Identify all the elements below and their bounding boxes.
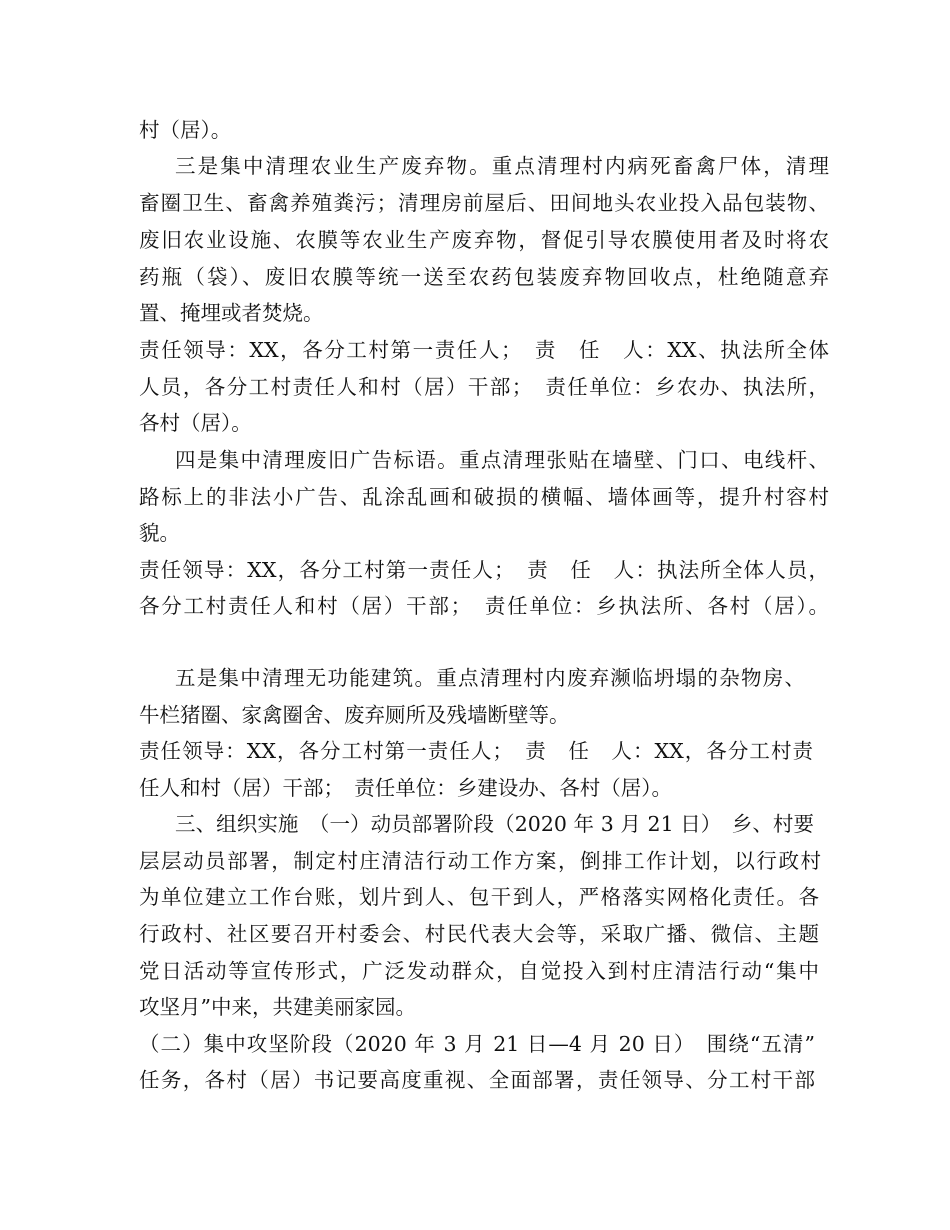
- text-line: 牛栏猪圈、家禽圈舍、废弃厕所及残墙断壁等。: [139, 703, 570, 727]
- text-line: 路标上的非法小广告、乱涂乱画和破损的横幅、墙体画等，提升村容村: [139, 485, 829, 509]
- subsection-heading-line: （二）集中攻坚阶段（2020 年 3 月 21 日—4 月 20 日） 围绕“五清”: [139, 1032, 815, 1056]
- responsibility-line: 任人和村（居）干部； 责任单位：乡建设办、各村（居）。: [139, 776, 672, 800]
- text-line: 貌。: [139, 521, 180, 545]
- text-line: 畜圈卫生、畜禽养殖粪污；清理房前屋后、田间地头农业投入品包装物、: [139, 191, 829, 215]
- text-line: 攻坚月”中来，共建美丽家园。: [139, 995, 416, 1019]
- text-line: 党日活动等宣传形式，广泛发动群众，自觉投入到村庄清洁行动“集中: [139, 959, 819, 983]
- text-line: 行政村、社区要召开村委会、村民代表大会等，采取广播、微信、主题: [139, 922, 819, 946]
- responsibility-line: 责任领导：XX，各分工村第一责任人； 责 任 人：XX、执法所全体: [139, 338, 829, 362]
- responsibility-line: 责任领导：XX，各分工村第一责任人； 责 任 人：执法所全体人员，: [139, 558, 829, 582]
- paragraph-line: 五是集中清理无功能建筑。重点清理村内废弃濒临坍塌的杂物房、: [175, 666, 805, 690]
- text-line: 废旧农业设施、农膜等农业生产废弃物，督促引导农膜使用者及时将农: [139, 228, 829, 252]
- text-line: 任务，各村（居）书记要高度重视、全面部署，责任领导、分工村干部: [139, 1068, 815, 1092]
- responsibility-line: 各村（居）。: [139, 411, 252, 435]
- paragraph-line: 四是集中清理废旧广告标语。重点清理张贴在墙壁、门口、电线杆、: [175, 448, 829, 472]
- responsibility-line: 责任领导：XX，各分工村第一责任人； 责 任 人：XX，各分工村责: [139, 739, 813, 763]
- text-line: 层层动员部署，制定村庄清洁行动工作方案，倒排工作计划，以行政村: [139, 849, 821, 873]
- text-line: 置、掩埋或者焚烧。: [139, 301, 324, 325]
- responsibility-line: 各分工村责任人和村（居）干部； 责任单位：乡执法所、各村（居）。: [139, 594, 829, 618]
- paragraph-line: 三是集中清理农业生产废弃物。重点清理村内病死畜禽尸体，清理: [175, 154, 829, 178]
- text-line: 药瓶（袋）、废旧农膜等统一送至农药包装废弃物回收点，杜绝随意弃: [139, 265, 829, 289]
- responsibility-line: 人员，各分工村责任人和村（居）干部； 责任单位：乡农办、执法所，: [139, 375, 829, 399]
- text-line: 村（居）。: [139, 118, 232, 142]
- text-line: 为单位建立工作台账，划片到人、包干到人，严格落实网格化责任。各: [139, 885, 819, 909]
- section-heading-line: 三、组织实施 （一）动员部署阶段（2020 年 3 月 21 日） 乡、村要: [175, 812, 814, 836]
